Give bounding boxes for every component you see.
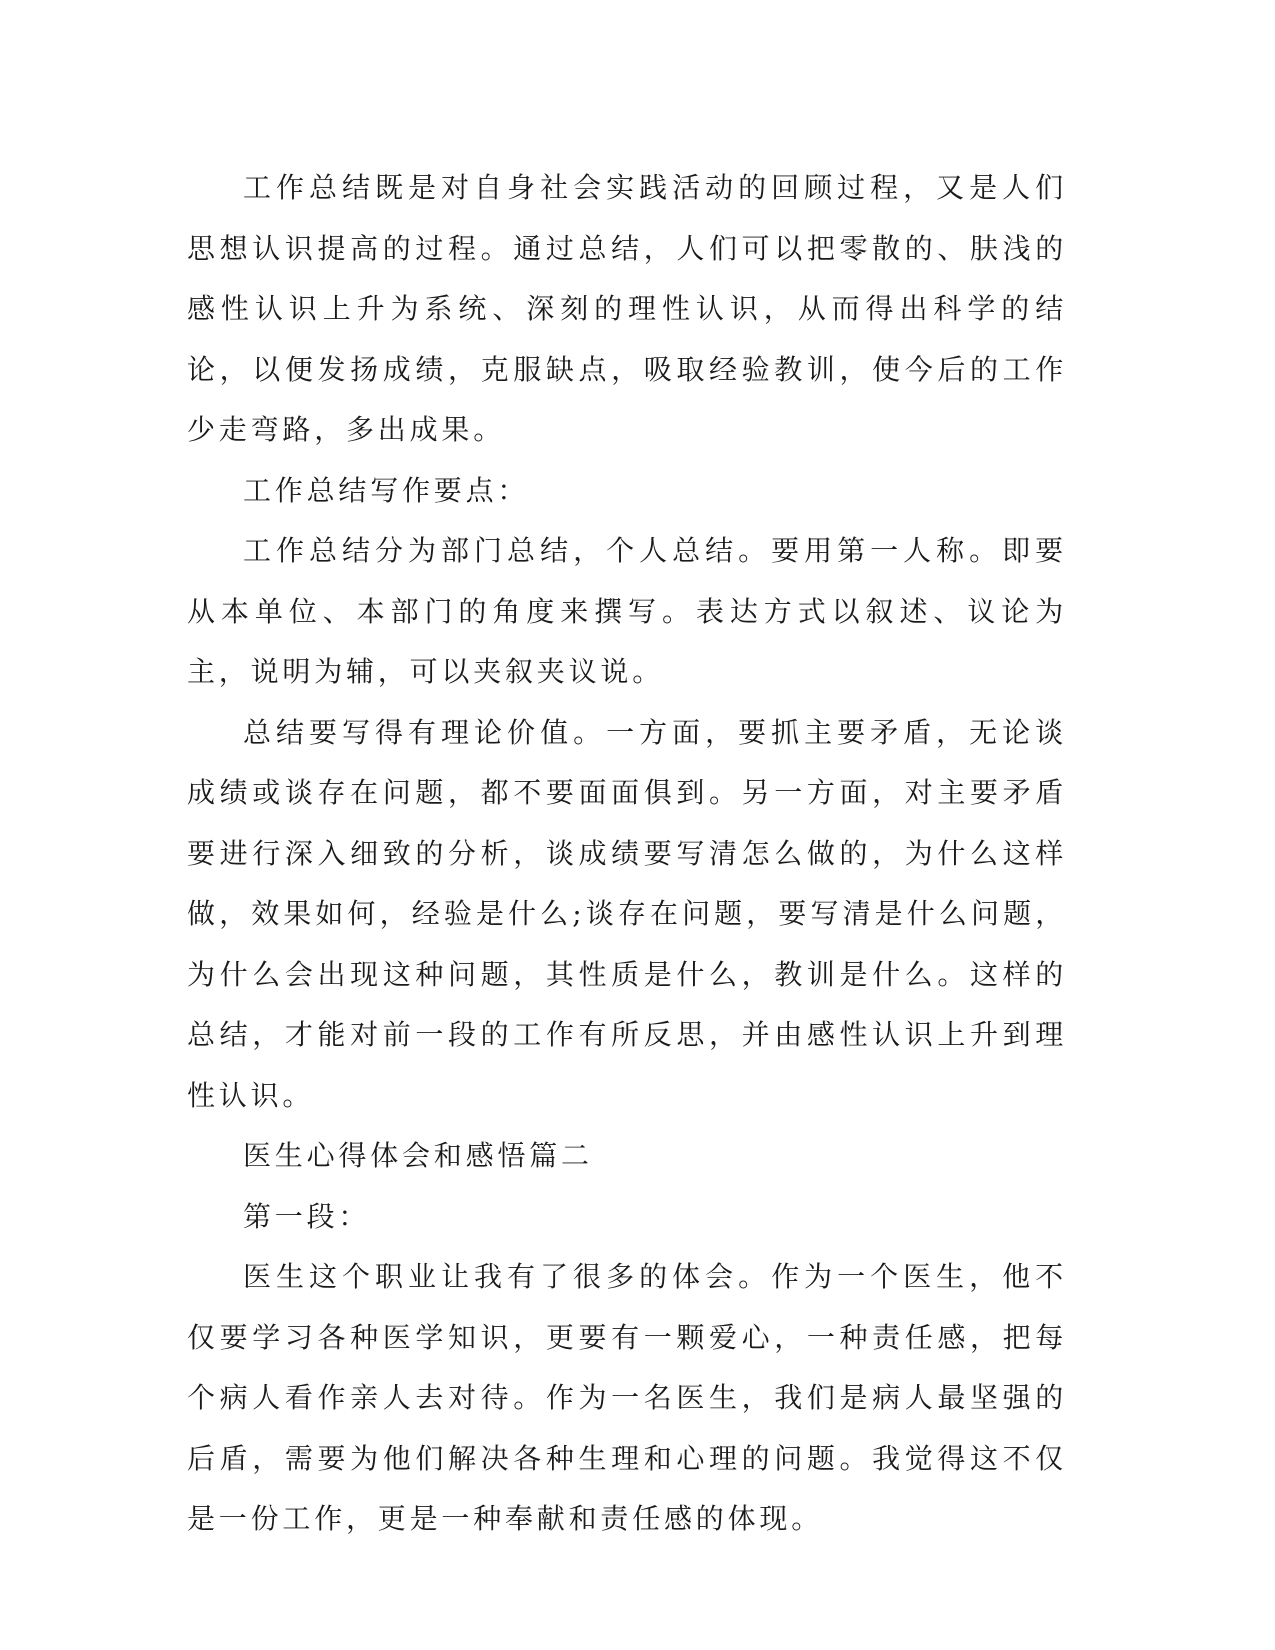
paragraph-doctor-experience: 医生这个职业让我有了很多的体会。作为一个医生，他不仅要学习各种医学知识，更要有一颗爱心，一种责任感，把每个病人看作亲人去对待。作为一名医生，我们是病人最坚强的后盾，需要为他们解决各种生理和心理的问题。我觉得这不仅是一份工作，更是一种奉献和责任感的体现。 — [187, 1260, 1067, 1535]
paragraph-work-summary-intro: 工作总结既是对自身社会实践活动的回顾过程，又是人们思想认识提高的过程。通过总结，人们可以把零散的、肤浅的感性认识上升为系统、深刻的理性认识，从而得出科学的结论，以便发扬成绩，克服缺点，吸取经验教训，使今后的工作少走弯路，多出成果。 — [187, 171, 1067, 446]
section-title-part-two: 医生心得体会和感悟篇二 — [243, 1139, 593, 1172]
paragraph-first-section-label: 第一段： — [243, 1199, 371, 1233]
paragraph-theoretical-value: 总结要写得有理论价值。一方面，要抓主要矛盾，无论谈成绩或谈存在问题，都不要面面俱到。另一方面，对主要矛盾要进行深入细致的分析，谈成绩要写清怎么做的，为什么这样做，效果如何，经验是什么;谈存在问题，要写清是什么问题，为什么会出现这种问题，其性质是什么，教训是什么。这样的总结，才能对前一段的工作有所反思，并由感性认识上升到理性认识。 — [187, 715, 1067, 1112]
paragraph-summary-types: 工作总结分为部门总结，个人总结。要用第一人称。即要从本单位、本部门的角度来撰写。表达方式以叙述、议论为主，说明为辅，可以夹叙夹议说。 — [187, 534, 1067, 688]
paragraph-writing-points-heading: 工作总结写作要点： — [243, 473, 530, 507]
document-body — [187, 158, 1067, 1550]
